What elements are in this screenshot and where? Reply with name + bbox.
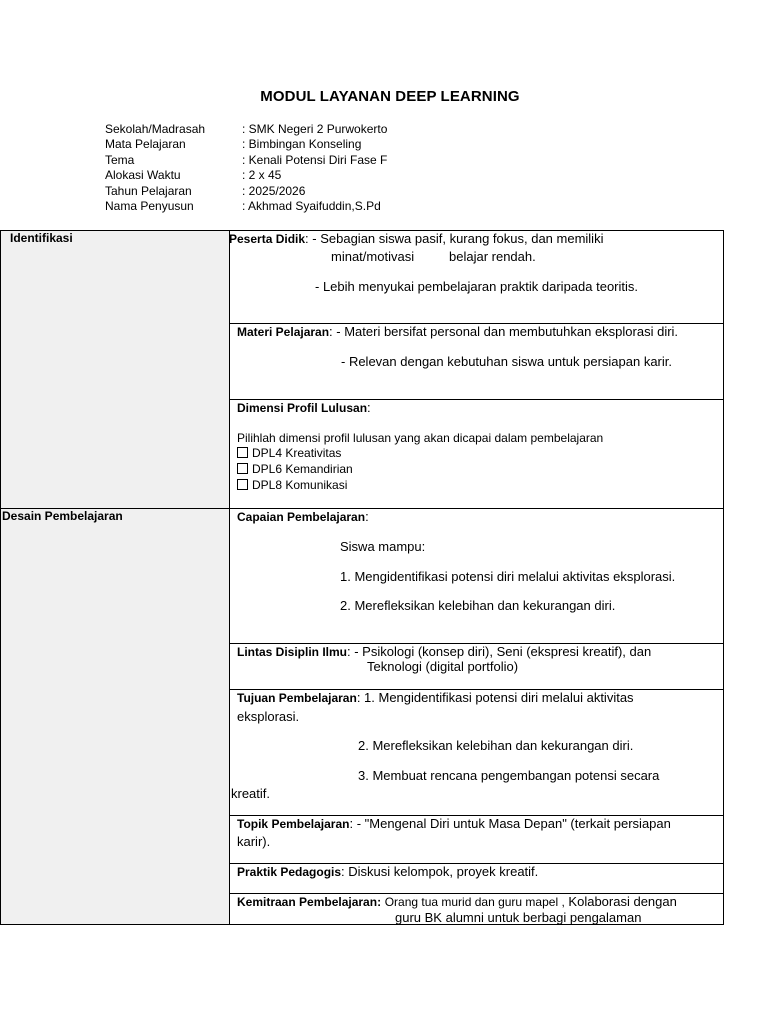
dimensi-option-label: DPL6 Kemandirian: [252, 462, 353, 476]
tujuan-line2: eksplorasi.: [237, 709, 300, 724]
lintas-line2: Teknologi (digital portfolio): [367, 659, 519, 674]
meta-row-penyusun: [105, 199, 387, 214]
capaian-item: 1. Mengidentifikasi potensi diri melalui aktivitas eksplorasi.: [340, 569, 676, 584]
peserta-didik-line1: [229, 231, 603, 247]
topik-text: : - "Mengenal Diri untuk Masa Depan" (terkait persiapan: [349, 816, 671, 831]
peserta-didik-line2a: minat/motivasi: [331, 249, 415, 264]
peserta-didik-label: Peserta Didik: [229, 232, 306, 246]
meta-label: Nama Penyusun: [105, 199, 194, 214]
meta-label: Alokasi Waktu: [105, 168, 181, 183]
materi-text: : - Materi bersifat personal dan membutuhkan eksplorasi diri.: [329, 324, 679, 339]
lintas-label: Lintas Disiplin Ilmu: [237, 645, 348, 659]
section-label-identifikasi: Identifikasi: [10, 231, 73, 245]
meta-label: Tema: [105, 152, 135, 167]
meta-label: Mata Pelajaran: [105, 137, 186, 152]
kemitraan-line2: guru BK alumni untuk berbagi pengalaman: [395, 910, 642, 925]
kemitraan-text-a: Orang tua murid dan guru mapel ,: [384, 895, 565, 909]
meta-row-tema: [105, 153, 387, 168]
praktik-label: Praktik Pedagogis: [237, 865, 342, 879]
metadata-block: [105, 122, 387, 214]
section-label-column: [0, 230, 230, 925]
topik-line1: [237, 816, 671, 832]
praktik-line: [237, 864, 538, 880]
meta-row-mapel: [105, 137, 387, 152]
dimensi-option-dpl6[interactable]: [237, 462, 353, 478]
peserta-didik-line2b: belajar rendah.: [449, 249, 536, 264]
capaian-label: Capaian Pembelajaran: [237, 510, 366, 524]
dimensi-heading: [237, 400, 371, 416]
tujuan-text: : 1. Mengidentifikasi potensi diri melalui aktivitas: [356, 690, 634, 705]
meta-value: : 2025/2026: [242, 183, 306, 198]
meta-value: : SMK Negeri 2 Purwokerto: [242, 122, 388, 136]
capaian-item: 2. Merefleksikan kelebihan dan kekurangan diri.: [340, 598, 616, 613]
meta-value: : Akhmad Syaifuddin,S.Pd: [242, 199, 381, 214]
tujuan-line3: 2. Merefleksikan kelebihan dan kekurangan diri.: [358, 738, 634, 753]
meta-row-sekolah: [105, 122, 387, 137]
peserta-didik-line3: - Lebih menyukai pembelajaran praktik daripada teoritis.: [315, 279, 639, 294]
praktik-text: : Diskusi kelompok, proyek kreatif.: [341, 864, 539, 879]
kemitraan-label: Kemitraan Pembelajaran:: [237, 895, 382, 909]
tujuan-line1: [237, 690, 634, 706]
dimensi-option-dpl4[interactable]: [237, 446, 341, 462]
dimensi-instruction: Pilihlah dimensi profil lulusan yang akan dicapai dalam pembelajaran: [237, 431, 604, 445]
materi-line2: - Relevan dengan kebutuhan siswa untuk persiapan karir.: [341, 354, 672, 369]
capaian-colon: :: [365, 509, 369, 524]
meta-label: Sekolah/Madrasah: [105, 122, 206, 136]
checkbox-icon[interactable]: [237, 447, 248, 458]
lintas-text: : - Psikologi (konsep diri), Seni (ekspresi kreatif), dan: [347, 644, 652, 659]
tujuan-line5: kreatif.: [231, 786, 271, 801]
meta-label: Tahun Pelajaran: [105, 183, 192, 198]
checkbox-icon[interactable]: [237, 463, 248, 474]
meta-row-alokasi: [105, 168, 387, 183]
dimensi-option-dpl8[interactable]: [237, 478, 347, 494]
section-label-desain: Desain Pembelajaran: [2, 509, 123, 523]
checkbox-icon[interactable]: [237, 479, 248, 490]
kemitraan-line1: [237, 894, 677, 910]
capaian-intro: Siswa mampu:: [340, 539, 426, 554]
dimensi-colon: :: [367, 400, 371, 415]
capaian-heading: [237, 509, 369, 525]
materi-line1: [237, 324, 678, 340]
topik-label: Topik Pembelajaran: [237, 817, 350, 831]
dimensi-option-label: DPL8 Komunikasi: [252, 478, 348, 492]
peserta-didik-text: : - Sebagian siswa pasif, kurang fokus, dan memiliki: [305, 231, 604, 246]
meta-value: : Kenali Potensi Diri Fase F: [242, 152, 388, 167]
tujuan-label: Tujuan Pembelajaran: [237, 691, 357, 705]
meta-row-tahun: [105, 184, 387, 199]
lintas-line1: [237, 644, 651, 660]
dimensi-label: Dimensi Profil Lulusan: [237, 401, 368, 415]
tujuan-line4: 3. Membuat rencana pengembangan potensi secara: [358, 768, 660, 783]
meta-value: : 2 x 45: [242, 168, 282, 183]
materi-label: Materi Pelajaran: [237, 325, 330, 339]
page-title: MODUL LAYANAN DEEP LEARNING: [260, 88, 520, 105]
kemitraan-text-b: Kolaborasi dengan: [568, 894, 677, 909]
topik-line2: karir).: [237, 834, 271, 849]
dimensi-option-label: DPL4 Kreativitas: [252, 446, 342, 460]
meta-value: : Bimbingan Konseling: [242, 137, 362, 152]
